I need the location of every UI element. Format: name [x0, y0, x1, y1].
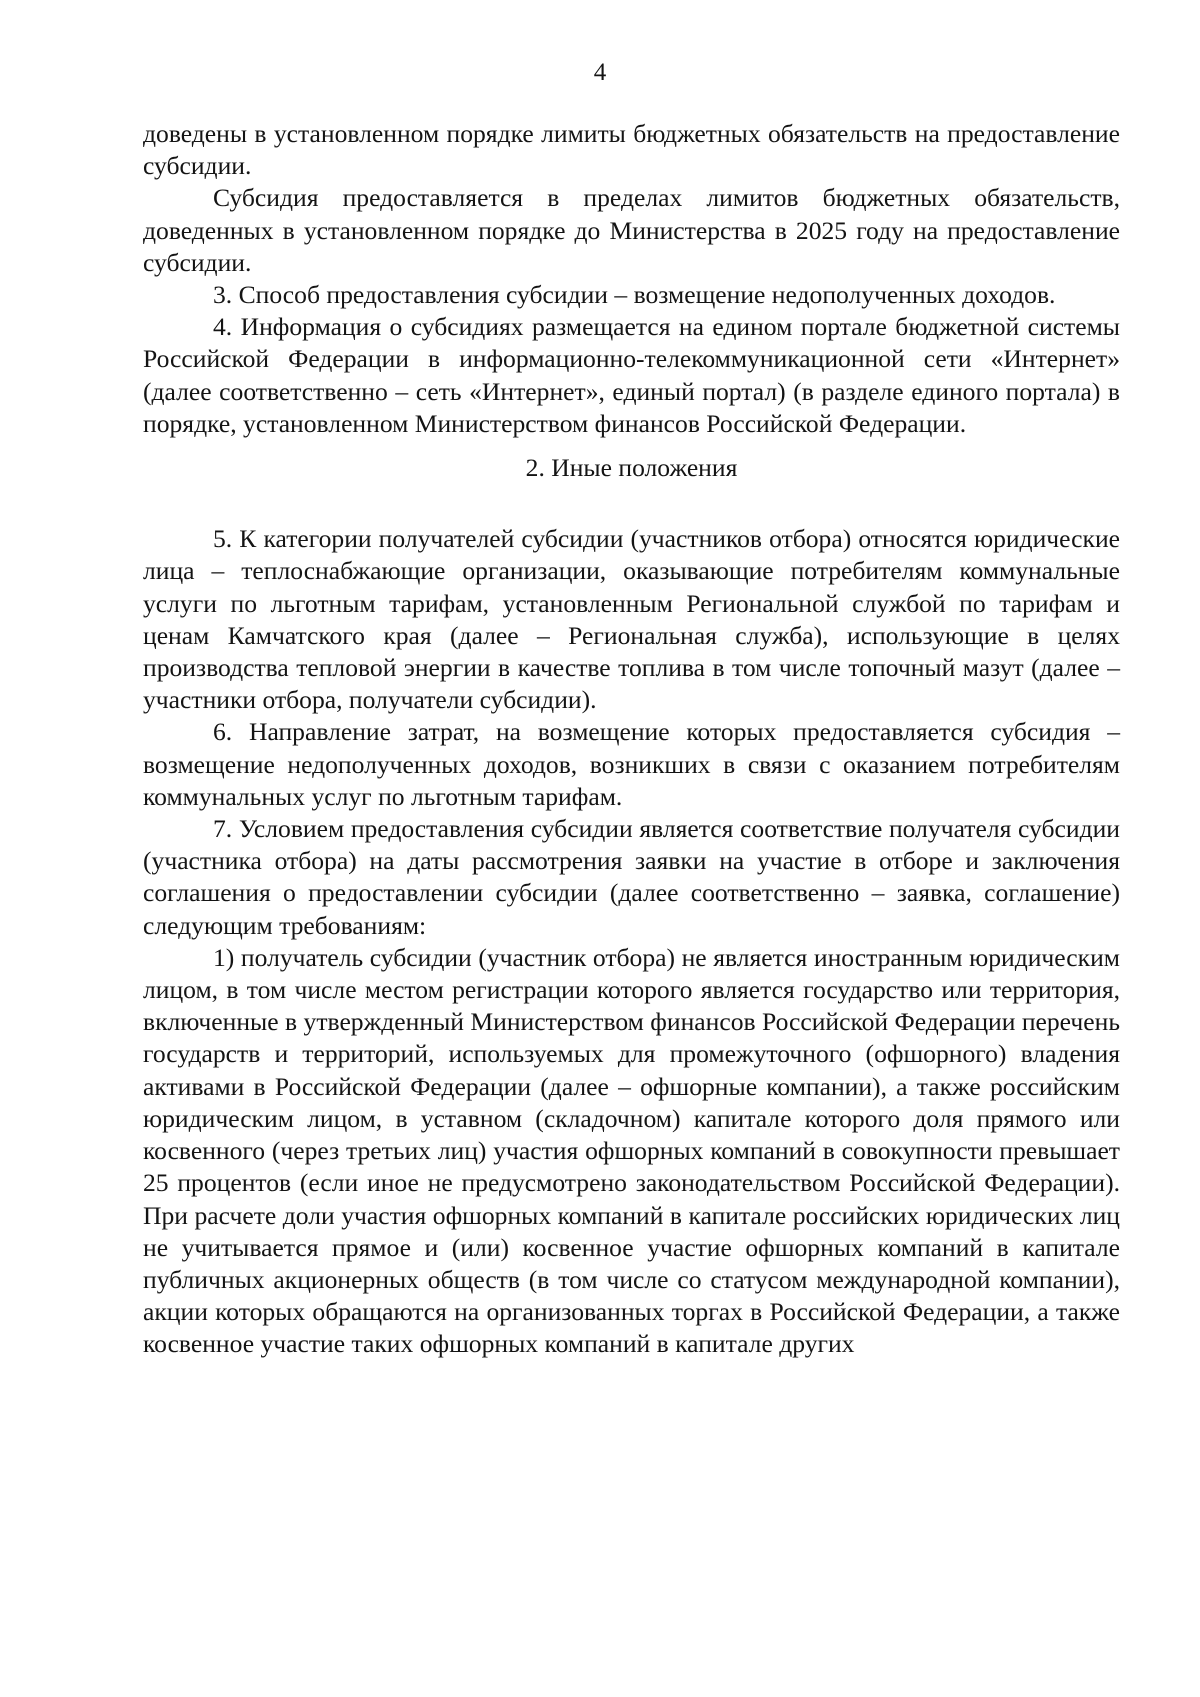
paragraph-item-3: 3. Способ предоставления субсидии – возмещение недополученных доходов. — [213, 280, 1056, 310]
paragraph-item-4: 4. Информация о субсидиях размещается на едином портале бюджетной системы Российской Федерации в информационно-телекоммуникационной сети «Интернет» (далее соответственно – сеть «Интернет», единый портал) (в разделе единого портала) в порядке, установленном Министерством финансов Российской Федерации. — [143, 312, 1120, 438]
section-heading: 2. Иные положения — [525, 453, 738, 483]
document-body — [143, 118, 1120, 1361]
paragraph-item-6: 6. Направление затрат, на возмещение которых предоставляется субсидия – возмещение недополученных доходов, возникших в связи с оказанием потребителям коммунальных услуг по льготным тарифам. — [143, 717, 1120, 811]
paragraph-continuation: доведены в установленном порядке лимиты бюджетных обязательств на предоставление субсидии. — [143, 119, 1120, 181]
page-number: 4 — [593, 59, 607, 86]
paragraph-item-7: 7. Условием предоставления субсидии является соответствие получателя субсидии (участника отбора) на даты рассмотрения заявки на участие в отборе и заключения соглашения о предоставлении субсидии (далее соответственно – заявка, соглашение) следующим требованиям: — [143, 814, 1120, 940]
paragraph-item-5: 5. К категории получателей субсидии (участников отбора) относятся юридические лица – теплоснабжающие организации, оказывающие потребителям коммунальные услуги по льготным тарифам, установленным Региональной службой по тарифам и ценам Камчатского края (далее – Региональная служба), использующие в целях производства тепловой энергии в качестве топлива в том числе топочный мазут (далее – участники отбора, получатели субсидии). — [143, 524, 1120, 715]
paragraph-subitem-1: 1) получатель субсидии (участник отбора) не является иностранным юридическим лицом, в том числе местом регистрации которого является государство или территория, включенные в утвержденный Министерством финансов Российской Федерации перечень государств и территорий, используемых для промежуточного (офшорного) владения активами в Российской Федерации (далее – офшорные компании), а также российским юридическим лицом, в уставном (складочном) капитале которого доля прямого или косвенного (через третьих лиц) участия офшорных компаний в совокупности превышает 25 процентов (если иное не предусмотрено законодательством Российской Федерации). При расчете доли участия офшорных компаний в капитале российских юридических лиц не учитывается прямое и (или) косвенное участие офшорных компаний в капитале публичных акционерных обществ (в том числе со статусом международной компании), акции которых обращаются на организованных торгах в Российской Федерации, а также косвенное участие таких офшорных компаний в капитале других — [143, 942, 1120, 1359]
paragraph-subsidy-limits: Субсидия предоставляется в пределах лимитов бюджетных обязательств, доведенных в установленном порядке до Министерства в 2025 году на предоставление субсидии. — [143, 183, 1120, 277]
